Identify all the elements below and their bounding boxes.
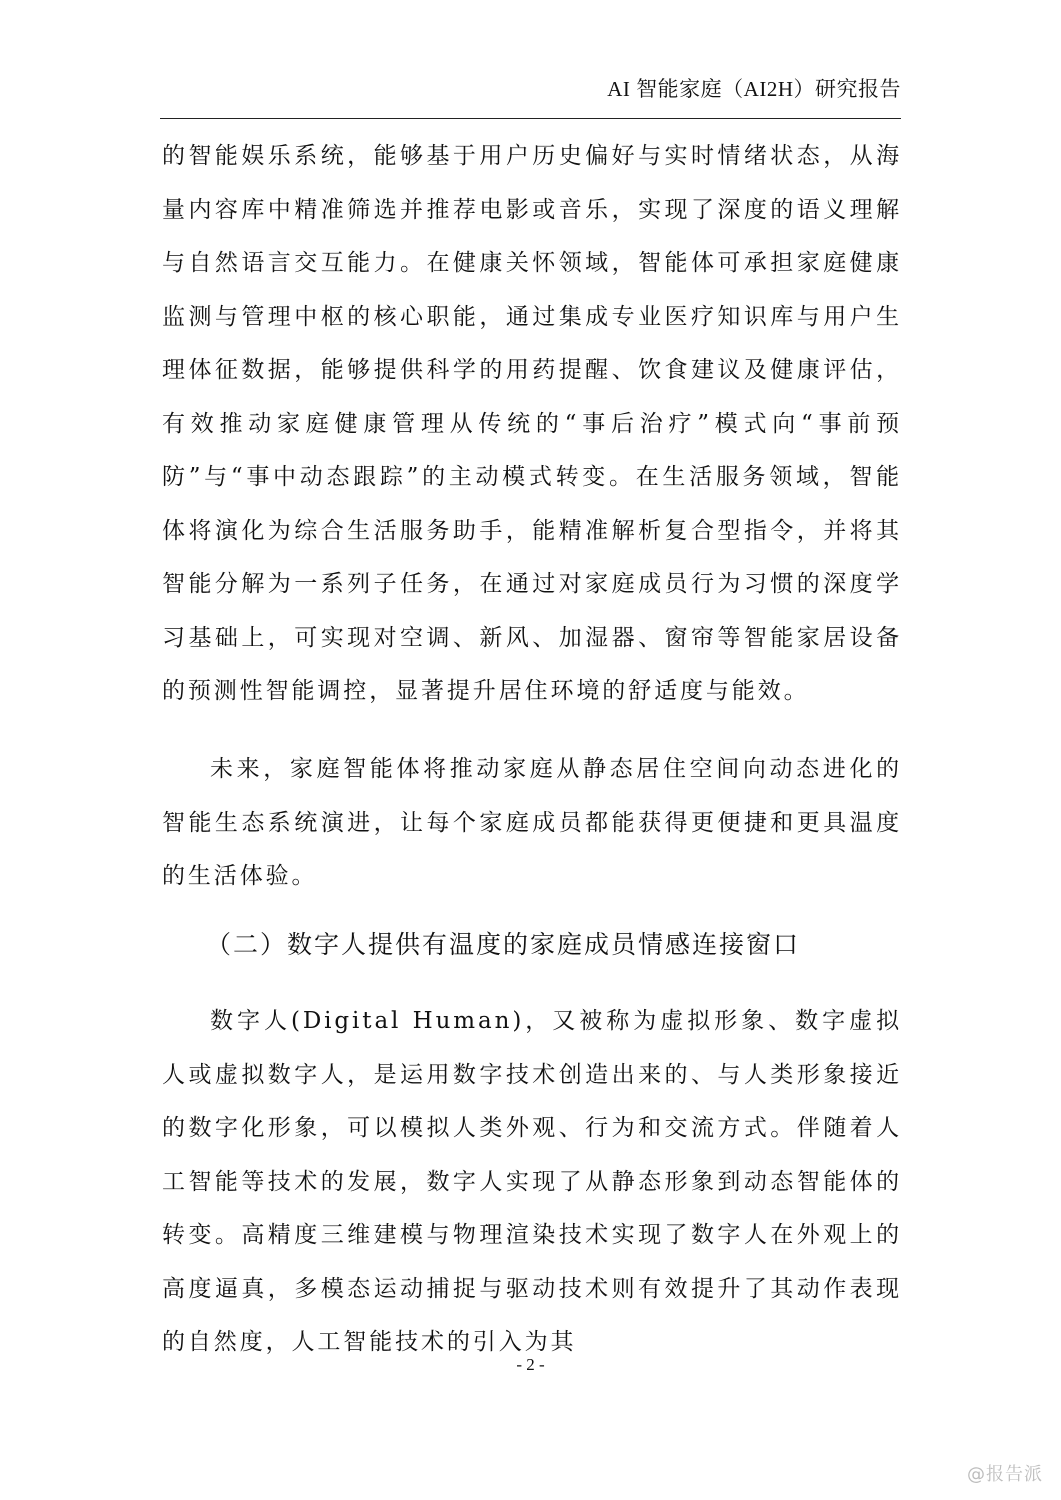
body-paragraph-digital-human: 数字人(Digital Human)，又被称为虚拟形象、数字虚拟人或虚拟数字人，是运用数字技术创造出来的、与人类形象接近的数字化形象，可以模拟人类外观、行为和交流方式。伴随着人工智能等技术的发展，数字人实现了从静态形象到动态智能体的转变。高精度三维建模与物理渲染技术实现了数字人在外观上的高度逼真，多模态运动捕捉与驱动技术则有效提升了其动作表现的自然度，人工智能技术的引入为其: [162, 1008, 902, 1355]
report-title: AI 智能家庭（AI2H）研究报告: [607, 77, 901, 101]
section-heading: （二）数字人提供有温度的家庭成员情感连接窗口: [206, 930, 801, 959]
watermark: @报告派: [967, 1464, 1043, 1485]
page-header: [160, 74, 901, 119]
page-number: - 2 -: [516, 1355, 545, 1374]
body-paragraph-continuation: 的智能娱乐系统，能够基于用户历史偏好与实时情绪状态，从海量内容库中精准筛选并推荐电影或音乐，实现了深度的语义理解与自然语言交互能力。在健康关怀领域，智能体可承担家庭健康监测与管理中枢的核心职能，通过集成专业医疗知识库与用户生理体征数据，能够提供科学的用药提醒、饮食建议及健康评估，有效推动家庭健康管理从传统的“事后治疗”模式向“事前预防”与“事中动态跟踪”的主动模式转变。在生活服务领域，智能体将演化为综合生活服务助手，能精准解析复合型指令，并将其智能分解为一系列子任务，在通过对家庭成员行为习惯的深度学习基础上，可实现对空调、新风、加湿器、窗帘等智能家居设备的预测性智能调控，显著提升居住环境的舒适度与能效。: [162, 143, 902, 704]
body-paragraph-future: 未来，家庭智能体将推动家庭从静态居住空间向动态进化的智能生态系统演进，让每个家庭成员都能获得更便捷和更具温度的生活体验。: [162, 756, 902, 889]
